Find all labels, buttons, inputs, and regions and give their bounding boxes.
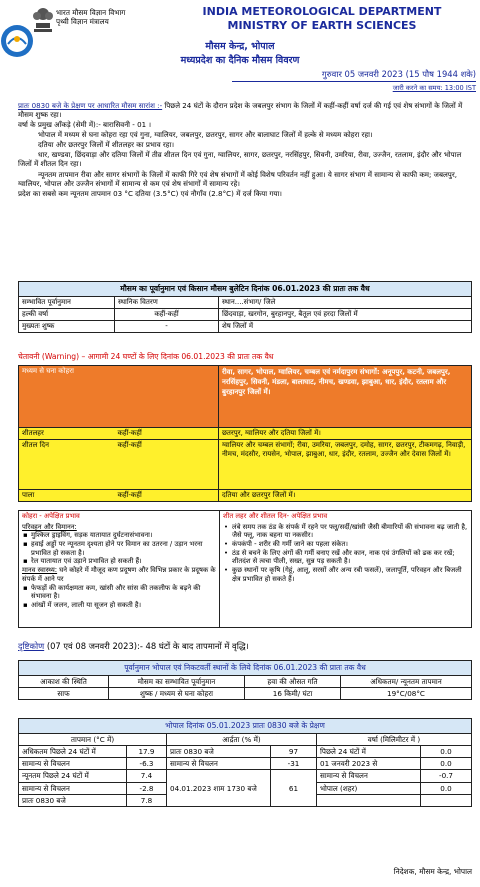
list-item: ▪ हवाई अड्डों पर न्यूनतम दृश्यता होने पर विमान का उतरना / उड़ान भरना प्रभावित हो सकता है। <box>22 540 216 557</box>
warning-title: चेतावनी (Warning) – आगामी 24 घण्टों के लिए दिनांक 06.01.2023 की प्रातः तक वैध <box>18 352 274 361</box>
table-row: न्यूनतम पिछले 24 घंटों में 7.4 04.01.2023 शाम 1730 बजे 61 सामान्य से विचलन -0.7 <box>19 770 472 782</box>
issue-time: जारी करने का समय: 13:00 IST <box>392 84 476 92</box>
forecast-header: मौसम का सम्भावित पूर्वानुमान <box>109 675 245 687</box>
cold-impact-list <box>223 523 468 584</box>
summary-coldwave: दतिया और छतरपुर जिलों में शीतलहर का प्रभाव रहा। <box>38 140 175 150</box>
warning-section <box>18 350 472 502</box>
observation-header: आर्द्रता (% में) <box>167 733 317 745</box>
summary-fog: भोपाल में मध्यम से घना कोहरा रहा एवं गुना, ग्वालियर, जबलपुर, छतरपुर, सागर और बालाघाट जिलों में हल्के से मध्यम कोहरा रहा। <box>38 130 373 140</box>
observation-title: भोपाल दिनांक 05.01.2023 प्रातः 0830 बजे के प्रेक्षण <box>18 718 472 733</box>
centre-name: मौसम केन्द्र, भोपाल <box>205 41 275 52</box>
table-row <box>19 365 472 427</box>
list-item: • कुछ स्थानों पर कृषि (गेहूं, आलू, सरसों और अन्य रबी फसलें), जलापूर्ति, परिवहन और बिजली क्षेत्र प्रभावित हो सकते हैं। <box>223 566 468 583</box>
org-name-english: INDIA METEOROLOGICAL DEPARTMENT MINISTRY OF EARTH SCIENCES <box>202 5 442 32</box>
list-item: ▪ आंखों में जलन, लाली या सूजन हो सकती है। <box>22 601 216 610</box>
table-row: हल्की वर्षा कहीं-कहीं छिंदवाड़ा, खरगोन, बुरहानपुर, बैतूल एवं हरदा जिलों में <box>19 308 472 320</box>
observation-header: तापमान (°C में) <box>19 733 167 745</box>
forecast-title: मौसम का पूर्वानुमान एवं किसान मौसम बुलेटिन दिनांक 06.01.2023 की प्रातः तक वैध <box>18 281 472 296</box>
imd-logo-icon <box>0 24 34 58</box>
summary-heading-text: पिछले 24 घंटों के दौरान प्रदेश के जबलपुर संभाग के जिलों में कहीं-कहीं वर्षा दर्ज की गई एवं शेष संभागों के जिलों में मौसम शुष्क रहा। <box>18 101 463 120</box>
fog-impact-title: कोहरा - अपेक्षित प्रभाव <box>22 512 80 520</box>
list-item: • ठंड से बचने के लिए अंगों की गर्मी बनाए रखें और कान, नाक एवं उंगलियों को ढक कर रखें; शीतदंश से त्वचा पीली, सख्त, सुन्न पड़ सकती है। <box>223 549 468 566</box>
list-item: ▪ रेल यातायात एवं उड़ाने प्रभावित हो सकती हैं। <box>22 557 216 566</box>
table-row: मुख्यतः शुष्क - शेष जिलों में <box>19 320 472 332</box>
bulletin-title: मध्यप्रदेश का दैनिक मौसम विवरण <box>180 55 300 66</box>
summary-heading: प्रातः 0830 बजे के प्रेक्षण पर आधारित मौसम सारांश :- <box>18 101 163 110</box>
signature: निदेशक, मौसम केन्द्र, भोपाल <box>393 867 472 876</box>
forecast-header: स्थान....संभाग/ जिले <box>219 296 472 308</box>
list-item: ▪ फेफड़ों की कार्यक्षमता कम, खांसी और सांस की तकलीफ के बढ़ने की संभावना है। <box>22 584 216 601</box>
warning-places: ग्वालियर और चम्बल संभागों; रीवा, उमरिया, जबलपुर, दमोह, सागर, छतरपुर, टीकमगढ़, निवाड़ी, नीमच, मंदसौर, रायसेन, भोपाल, झाबुआ, धार, इंदौर, रतलाम, उज्जैन और देवास जिलों में। <box>219 439 472 489</box>
cold-impacts <box>220 510 472 628</box>
weather-summary <box>18 101 472 199</box>
list-item: ▪ मुश्किल ड्राइविंग, सड़क यातायात दुर्घटनासंभावना। <box>22 531 216 540</box>
fog-health-list <box>22 584 216 610</box>
outlook <box>18 641 472 652</box>
table-row: अधिकतम पिछले 24 घंटों में 17.9 प्रातः 0830 बजे 97 पिछले 24 घंटों में 0.0 <box>19 745 472 757</box>
table-row: साफ शुष्क / मध्यम से घना कोहरा 16 किमी/ घंटा 19°C/08°C <box>19 687 472 699</box>
observation-table <box>18 733 472 807</box>
forecast-section <box>18 281 472 333</box>
list-item: • कंपकंपी - शरीर की गर्मी जाने का पहला संकेत। <box>223 540 468 549</box>
warning-table <box>18 365 472 502</box>
warning-places: रीवा, सागर, भोपाल, ग्वालियर, चम्बल एवं नर्मदापुरम संभागों: अनूपपुर, कटनी, जबलपुर, नरसिंहपुर, सिवनी, मंडला, बालाघाट, नीमच, खण्डवा, झाबुआ, धार, इंदौर, रतलाम और बुरहानपुर जिलों में। <box>219 365 472 427</box>
fog-transport-heading: परिवहन और विमानन: <box>22 522 77 531</box>
table-row: प्रातः 0830 बजे 7.8 <box>19 794 472 806</box>
bulletin-date: गुरुवार 05 जनवरी 2023 (15 पौष 1944 शके) <box>232 69 476 82</box>
bhopal-observation <box>18 718 472 807</box>
list-item: • लंबे समय तक ठंड के संपर्क में रहने पर फ्लू/सर्दी/खांसी जैसी बीमारियों की संभावना बढ़ जाती है, जैसे फ्लू, नाक बहना या नकसीर। <box>223 523 468 540</box>
bhopal-forecast-table <box>18 675 472 700</box>
outlook-label: दृष्टिकोण <box>18 641 45 651</box>
forecast-header: अधिकतम/ न्यूनतम तापमान <box>341 675 472 687</box>
warning-type: पाला <box>19 489 115 501</box>
warning-places: दतिया और छतरपुर जिलों में। <box>219 489 472 501</box>
table-row: सामान्य से विचलन -2.8 भोपाल (शहर) 0.0 <box>19 782 472 794</box>
org-name-hindi: भारत मौसम विज्ञान विभाग पृथ्वी विज्ञान मंत्रालय <box>56 8 126 27</box>
table-row: सामान्य से विचलन -6.3 सामान्य से विचलन -31 01 जनवरी 2023 से 0.0 <box>19 758 472 770</box>
summary-min-temp: न्यूनतम तापमान रीवा और सागर संभागों के जिलों में काफी गिरे एवं शेष संभागों में कोई विशेष परिवर्तन नहीं हुआ। ये सागर संभाग में सामान्य से काफी कम; जबलपुर, ग्वालियर, भोपाल और उज्जैन संभागों में सामान्य से कम एवं शेष संभागों में सामान्य रहे। <box>18 169 457 188</box>
table-row: शीतल दिन कहीं-कहीं ग्वालियर और चम्बल संभागों; रीवा, उमरिया, जबलपुर, दमोह, सागर, छतरपुर, टीकमगढ़, निवाड़ी, नीमच, मंदसौर, रायसेन, भोपाल, झाबुआ, धार, इंदौर, रतलाम, उज्जैन और देवास जिलों में। <box>19 439 472 489</box>
forecast-header: हवा की औसत गति <box>245 675 341 687</box>
warning-type: शीतल दिन <box>19 439 115 489</box>
warning-type: शीतलहर <box>19 427 115 439</box>
forecast-header: स्थानिक वितरण <box>115 296 219 308</box>
forecast-header: सम्भावित पूर्वानुमान <box>19 296 115 308</box>
table-row: पाला कहीं-कहीं दतिया और छतरपुर जिलों में। <box>19 489 472 501</box>
header <box>0 0 480 95</box>
cold-impact-title: शीत लहर और शीतल दिन- अपेक्षित प्रभाव <box>223 512 328 520</box>
forecast-table <box>18 296 472 333</box>
warning-places: छतरपुर, ग्वालियर और दतिया जिलों में। <box>219 427 472 439</box>
observation-header: वर्षा (मिलिमीटर में ) <box>317 733 472 745</box>
bhopal-forecast <box>18 660 472 700</box>
table-row: शीतलहर कहीं-कहीं छतरपुर, ग्वालियर और दतिया जिलों में। <box>19 427 472 439</box>
rainfall-figures: वर्षा के प्रमुख आँकड़े (सेमी में):- बारासिवनी - 01 । <box>18 120 152 130</box>
warning-type: मध्यम से घना कोहरा <box>19 365 115 427</box>
forecast-header: आकाश की स्थिति <box>19 675 109 687</box>
fog-health-heading: मानव स्वास्थ्य: <box>22 566 58 575</box>
bhopal-forecast-title: पूर्वानुमान भोपाल एवं निकटवर्ती स्थानों के लिये दिनांक 06.01.2023 की प्रातः तक वैध <box>18 660 472 675</box>
fog-impacts: कोहरा - अपेक्षित प्रभाव परिवहन और विमानन: ▪ मुश्किल ड्राइविंग, सड़क यातायात दुर्घटनासंभावना। ▪ हवाई अड्डों पर न्यूनतम दृश्यता होने पर विमान का उतरना / उड़ान भरना प्रभावित हो सकता है। ▪ रेल यातायात एवं उड़ाने प्रभावित हो सकती हैं। मानव स्वास्थ्य: घने कोहरे में मौजूद कण प्रदूषण और विभिन्न प्रकार के प्रदूषक के संपर्क में आने पर ▪ फेफड़ों की कार्यक्षमता कम, खांसी और सांस की तकलीफ के बढ़ने की संभावना है। ▪ आंखों में जलन, लाली या सूजन हो सकती है। <box>18 510 220 628</box>
outlook-text: (07 एवं 08 जनवरी 2023):- 48 घंटों के बाद तापमानों में वृद्धि। <box>44 641 249 651</box>
fog-transport-list <box>22 531 216 566</box>
summary-coldday: धार, खण्डवा, छिंदवाड़ा और दतिया जिलों में तीव्र शीतल दिन एवं गुना, ग्वालियर, सागर, छतरपुर, नरसिंहपुर, सिवनी, उमरिया, रीवा, उज्जैन, रतलाम, इंदौर और भोपाल जिलों में शीतल दिन रहा। <box>18 150 462 169</box>
lowest-min-temp: प्रदेश का सबसे कम न्यूनतम तापमान 03 °C दतिया (3.5°C) एवं नौगाँव (2.8°C) में दर्ज किया गया। <box>18 188 282 198</box>
